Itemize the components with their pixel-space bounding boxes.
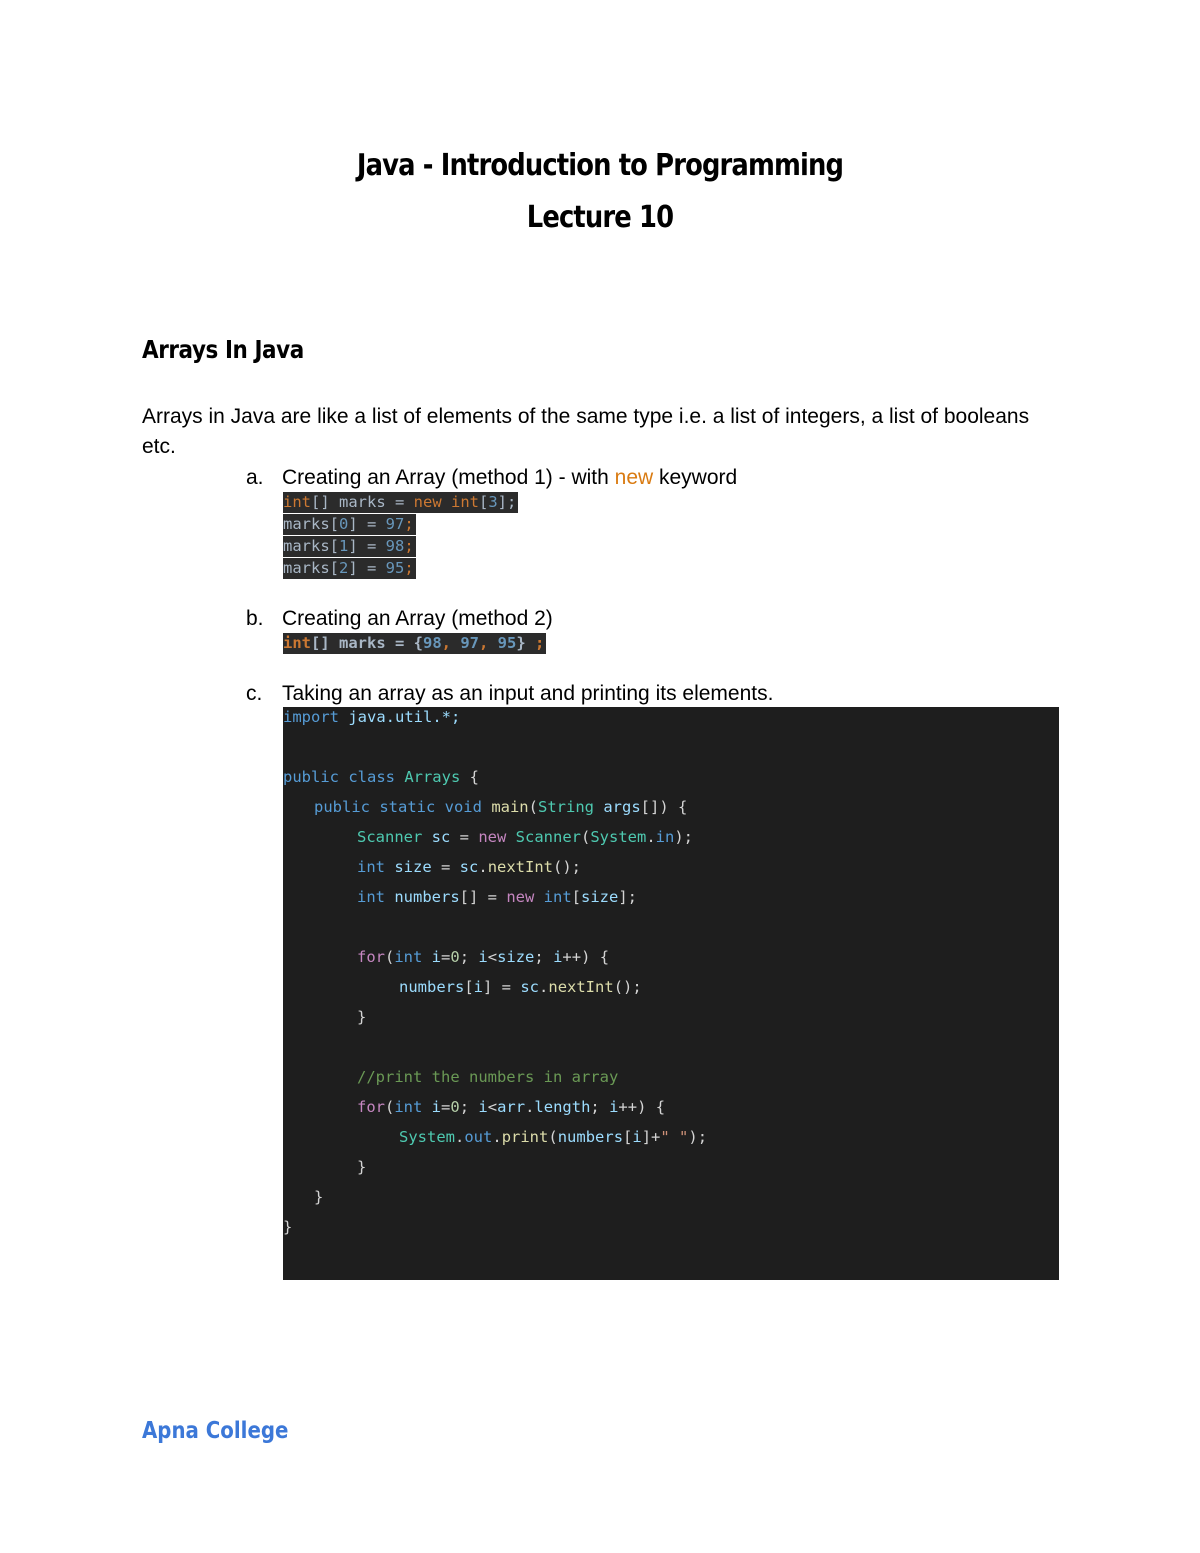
list-item-a [246, 464, 737, 492]
code-token: ( [528, 798, 538, 816]
code-token: 1 [339, 537, 349, 555]
code-token: . [455, 1128, 465, 1146]
code-token: 97 [385, 515, 405, 533]
code-line [357, 1097, 665, 1117]
code-token: new [506, 888, 535, 906]
code-line [357, 887, 637, 907]
code-token: ] = [483, 978, 521, 996]
code-line [357, 827, 693, 847]
code-token: i [473, 978, 484, 996]
code-line: } [283, 1218, 293, 1236]
code-token: public static void [314, 798, 482, 816]
code-token: [] marks = { [311, 634, 423, 652]
code-token: []) { [640, 798, 688, 816]
code-token: . [492, 1128, 502, 1146]
code-token: i [422, 948, 442, 966]
code-token: " " [660, 1128, 689, 1146]
code-token: ] = [348, 515, 386, 533]
code-token: int [357, 858, 385, 876]
code-token: 0 [450, 948, 460, 966]
list-item-c [246, 680, 773, 708]
code-token: (); [613, 978, 642, 996]
list-marker: a. [246, 466, 264, 489]
code-token: int [283, 493, 311, 511]
code-token: ++) { [618, 1098, 666, 1116]
code-token: ( [580, 828, 591, 846]
code-token: sc [459, 858, 479, 876]
code-token: System [590, 828, 647, 846]
code-token: . [539, 978, 549, 996]
code-token: for [357, 948, 385, 966]
code-token: size [497, 948, 535, 966]
code-token: in [655, 828, 675, 846]
code-line-3 [283, 536, 416, 557]
code-token: new int [413, 493, 479, 511]
code-line [283, 707, 460, 727]
code-block [283, 707, 1059, 1280]
code-line-2 [283, 514, 416, 535]
code-token: [] marks = [311, 493, 414, 511]
code-token: 98 [385, 537, 405, 555]
code-token: ; [404, 537, 414, 555]
code-token: , [479, 634, 498, 652]
list-marker: c. [246, 682, 263, 705]
code-line [399, 977, 642, 997]
code-token: main [481, 798, 529, 816]
lecture-number: Lecture 10 [526, 200, 674, 235]
list-marker: b. [246, 607, 264, 630]
code-token: ; [404, 559, 414, 577]
code-token: 3 [488, 493, 498, 511]
code-line: } [357, 1158, 367, 1176]
code-token: [ [571, 888, 581, 906]
item-text: Creating an Array (method 1) - with [282, 466, 615, 489]
item-keyword: new [614, 466, 654, 489]
code-token: sc [520, 978, 540, 996]
code-comment: //print the numbers in array [357, 1068, 619, 1086]
code-token: 98 [422, 634, 442, 652]
code-token: [ [464, 978, 474, 996]
code-token: int [394, 1098, 423, 1116]
code-token: size [385, 858, 432, 876]
code-token: 97 [460, 634, 479, 652]
code-token: ; [459, 1098, 479, 1116]
code-token: 0 [450, 1098, 460, 1116]
code-token: java.util.*; [339, 708, 461, 726]
code-token: < [487, 1098, 498, 1116]
intro-paragraph: Arrays in Java are like a list of elements of the same type i.e. a list of integers, a list of booleans etc. [142, 405, 1030, 458]
code-token: = [431, 858, 460, 876]
code-token: marks[ [283, 559, 339, 577]
code-token: length [534, 1098, 591, 1116]
code-token: i [478, 948, 488, 966]
code-token: 2 [339, 559, 349, 577]
code-token: size [581, 888, 619, 906]
code-line [357, 857, 581, 877]
code-token: new [478, 828, 507, 846]
section-heading: Arrays In Java [142, 335, 304, 364]
code-token: ); [674, 828, 694, 846]
item-text: Creating an Array (method 2) [282, 607, 553, 630]
code-token: i [609, 1098, 619, 1116]
code-token: marks[ [283, 537, 339, 555]
code-line-1 [283, 492, 518, 513]
code-token: arr [497, 1098, 526, 1116]
code-token: print [501, 1128, 549, 1146]
code-line [357, 947, 609, 967]
code-token: nextInt [548, 978, 614, 996]
code-token: ( [385, 1098, 395, 1116]
code-token: i [478, 1098, 488, 1116]
code-token: ]; [497, 493, 517, 511]
code-line-4 [283, 558, 416, 579]
code-token: ; [459, 948, 479, 966]
code-token: for [357, 1098, 385, 1116]
code-line [314, 797, 687, 817]
document-title: Java - Introduction to Programming [356, 148, 844, 183]
code-token: = [441, 948, 451, 966]
code-token: ( [385, 948, 395, 966]
code-token: i [553, 948, 563, 966]
code-token: Scanner [357, 828, 423, 846]
code-token: ; [404, 515, 414, 533]
code-token: int [394, 948, 423, 966]
item-text: Taking an array as an input and printing its elements. [282, 682, 774, 705]
code-token: i [422, 1098, 442, 1116]
code-token: ++) { [562, 948, 610, 966]
list-item-b [246, 605, 553, 633]
code-token: ); [688, 1128, 708, 1146]
code-token: ; [534, 948, 554, 966]
code-token: System [399, 1128, 455, 1146]
code-token: sc [422, 828, 451, 846]
code-token: public class [283, 768, 395, 786]
code-token: 0 [339, 515, 349, 533]
code-token: marks[ [283, 515, 339, 533]
code-token: numbers [399, 978, 465, 996]
code-token: , [441, 634, 461, 652]
code-token: ]; [618, 888, 637, 906]
code-token: out [464, 1128, 493, 1146]
code-line-method2 [283, 633, 546, 654]
code-token: numbers [557, 1128, 624, 1146]
code-token: int [283, 634, 311, 652]
code-token: i [632, 1128, 642, 1146]
code-token: [] = [459, 888, 507, 906]
code-line [399, 1127, 707, 1147]
code-token: int [357, 888, 385, 906]
code-token: ; [590, 1098, 610, 1116]
footer-brand: Apna College [142, 1418, 289, 1444]
code-token: . [478, 858, 488, 876]
code-token: nextInt [487, 858, 554, 876]
code-line: } [357, 1008, 367, 1026]
code-token: < [487, 948, 498, 966]
code-token: Arrays [394, 768, 461, 786]
code-line [283, 767, 479, 787]
code-token: ] = [348, 537, 386, 555]
code-token: . [525, 1098, 535, 1116]
code-token: Scanner [506, 828, 581, 846]
code-token: (); [553, 858, 582, 876]
code-line: } [314, 1188, 324, 1206]
code-token: 95 [497, 634, 517, 652]
code-token: = [441, 1098, 451, 1116]
code-token: args [594, 798, 641, 816]
code-token: ]+ [641, 1128, 661, 1146]
code-token: ; [535, 634, 545, 652]
code-token: ] = [348, 559, 386, 577]
item-text-end: keyword [653, 466, 738, 489]
code-token: String [538, 798, 594, 816]
code-token: [ [478, 493, 489, 511]
code-token: numbers [385, 888, 460, 906]
code-token: ( [548, 1128, 558, 1146]
code-token: int [534, 888, 572, 906]
code-token: [ [623, 1128, 633, 1146]
code-token: = [450, 828, 479, 846]
code-token: . [646, 828, 656, 846]
code-token: } [516, 634, 536, 652]
code-token: import [283, 708, 339, 726]
code-token: 95 [385, 559, 405, 577]
code-token: { [460, 768, 479, 786]
